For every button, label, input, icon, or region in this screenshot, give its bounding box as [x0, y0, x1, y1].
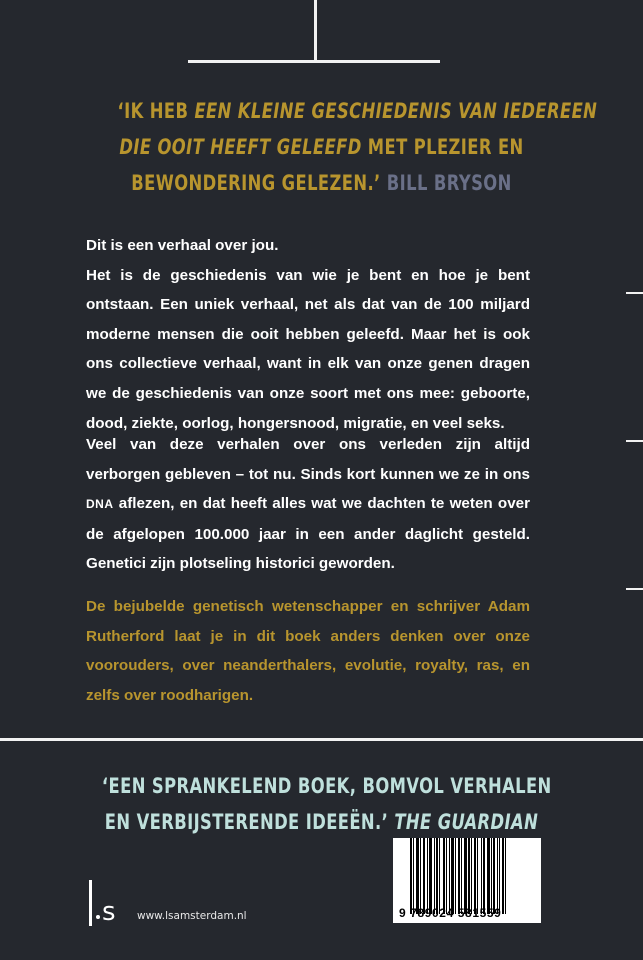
quote-line-1: ‘IK HEB EEN KLEINE GESCHIEDENIS VAN IEDEREEN	[117, 99, 598, 123]
blurb-opening-line: Dit is een verhaal over jou.	[86, 237, 279, 254]
isbn-barcode	[393, 838, 541, 923]
quote-line-2: DIE OOIT HEEFT GELEEFD MET PLEZIER EN	[119, 135, 524, 159]
edge-tick-mark	[626, 588, 643, 590]
blurb-paragraph-1-body: Het is de geschiedenis van wie je bent en hoe je bent ontstaan. Een uniek verhaal, net als dat van de 100 miljard moderne mensen die ooit hebben geleefd. Maar het is ook ons collectieve verhaal, want in elk van onze genen dragen we de geschiedenis van onze soort met ons mee: geboorte, dood, ziekte, oorlog, hongersnood, migratie, en veel seks.	[86, 266, 530, 432]
publisher-logo	[89, 880, 131, 926]
edge-tick-mark	[626, 440, 643, 442]
guardian-quote	[101, 768, 552, 840]
edge-tick-mark	[626, 292, 643, 294]
book-title-part-1: EEN KLEINE GESCHIEDENIS VAN IEDEREEN	[194, 99, 598, 123]
quote-line-2: EN VERBIJSTERENDE IDEEËN.’ THE GUARDIAN	[104, 810, 539, 834]
top-horizontal-line	[188, 60, 440, 63]
blurb-paragraph-1	[86, 231, 530, 438]
book-title-part-2: DIE OOIT HEEFT GELEEFD	[119, 135, 362, 159]
isbn-number: 9 789024 581559	[399, 906, 502, 920]
bottom-horizontal-line	[0, 738, 643, 741]
publisher-website: www.lsamsterdam.nl	[137, 910, 247, 922]
blurb-paragraph-2: Veel van deze verhalen over ons verleden zijn altijd verborgen gebleven – tot nu. Sinds kort kunnen we ze in ons DNA aflezen, en dat heeft alles wat we dachten te weten over de afgelopen 100.000 jaar in een ander daglicht gesteld. Genetici zijn plotseling historici geworden.	[86, 436, 530, 573]
quote-author: BILL BRYSON	[386, 171, 512, 195]
barcode-bars	[410, 838, 522, 914]
logo-letter: s	[102, 897, 116, 927]
dna-smallcaps: DNA	[86, 497, 114, 512]
bill-bryson-quote	[117, 93, 598, 201]
quote-line-3: BEWONDERING GELEZEN.’ BILL BRYSON	[131, 171, 512, 195]
quote-source: THE GUARDIAN	[394, 810, 539, 834]
quote-line-1: ‘EEN SPRANKELEND BOEK, BOMVOL VERHALEN	[101, 774, 552, 798]
top-vertical-line	[314, 0, 317, 62]
blurb-paragraph-author: De bejubelde genetisch wetenschapper en schrijver Adam Rutherford laat je in dit boek anders denken over onze voorouders, over neanderthalers, evolutie, royalty, ras, en zelfs over roodharigen.	[86, 598, 530, 704]
logo-dot	[96, 915, 100, 919]
logo-bar	[89, 880, 92, 926]
